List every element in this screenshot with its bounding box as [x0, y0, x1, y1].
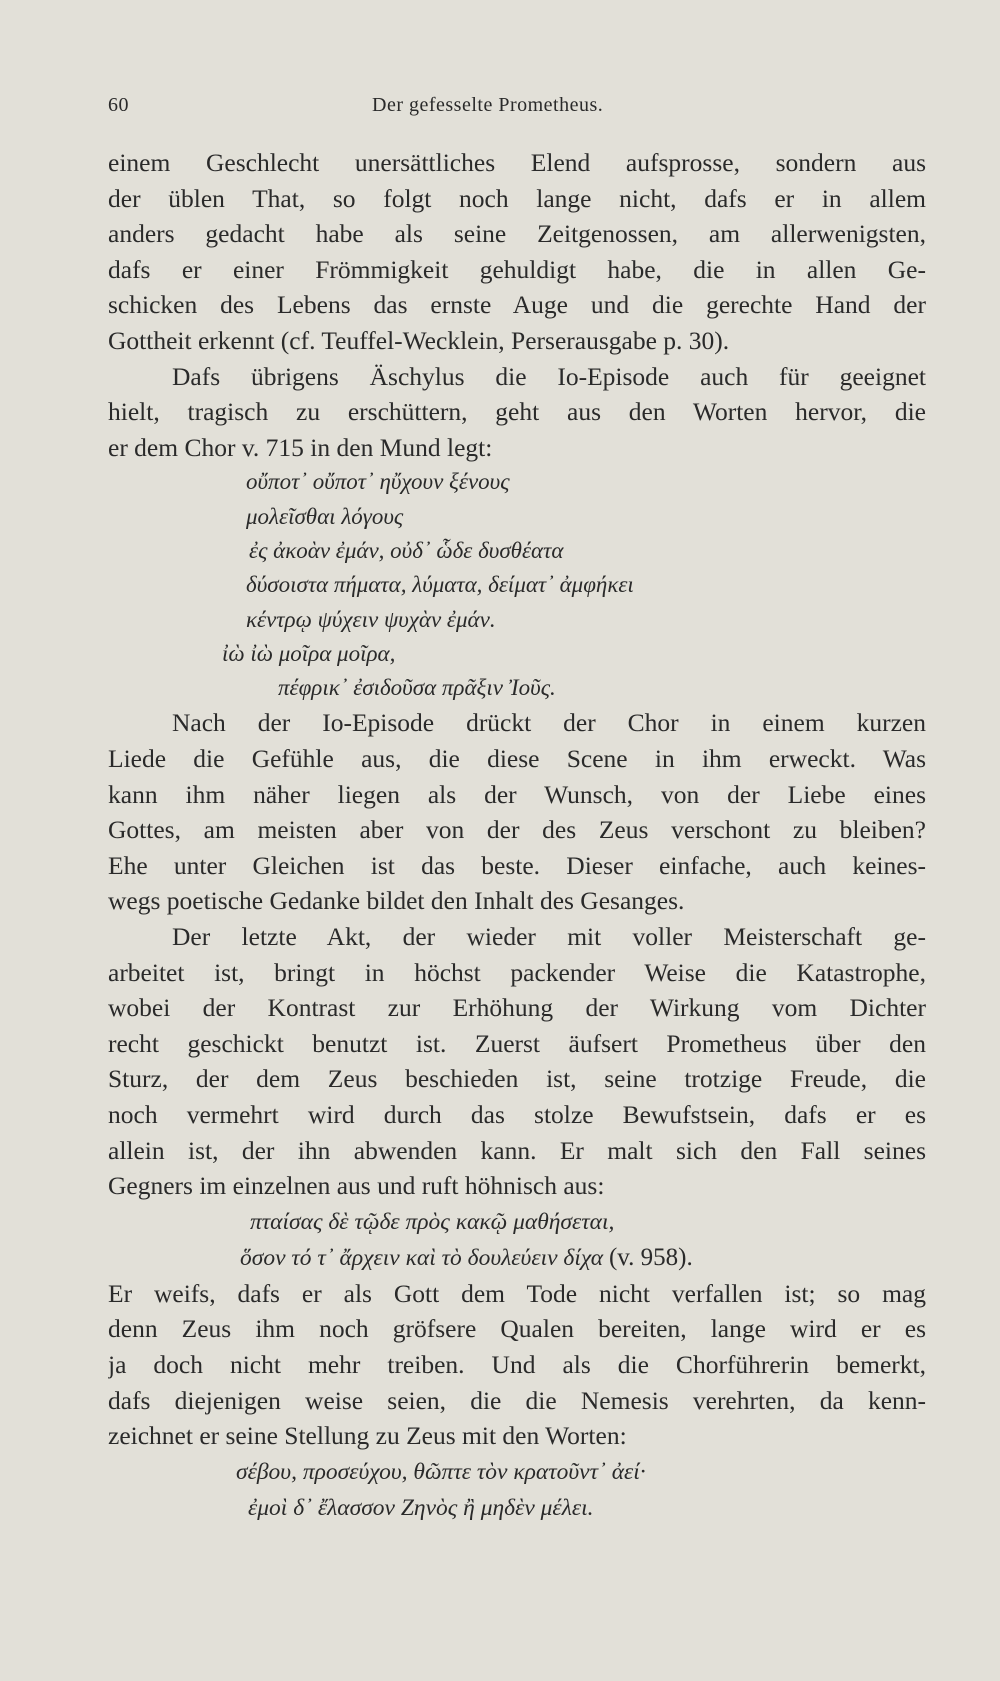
text-line: wegs poetische Gedanke bildet den Inhalt des Gesanges.: [108, 886, 685, 916]
text-line: noch vermehrt wird durch das stolze Bewufstsein, dafs er es: [108, 1099, 926, 1129]
greek-quotation-1: [108, 465, 926, 705]
greek-quotation-2: [108, 1204, 926, 1276]
page-header: [108, 94, 928, 124]
text-line: Der letzte Akt, der wieder mit voller Meisterschaft ge-: [172, 921, 926, 951]
page-number: 60: [108, 94, 129, 116]
text-line: denn Zeus ihm noch gröfsere Qualen bereiten, lange wird er es: [108, 1314, 926, 1344]
text-line: wobei der Kontrast zur Erhöhung der Wirkung vom Dichter: [108, 993, 926, 1023]
text-line: anders gedacht habe als seine Zeitgenossen, am allerwenigsten,: [108, 219, 926, 249]
text-line: Nach der Io-Episode drückt der Chor in einem kurzen: [172, 708, 926, 738]
text-line: Sturz, der dem Zeus beschieden ist, seine trotzige Freude, die: [108, 1064, 926, 1094]
text-line: Er weifs, dafs er als Gott dem Tode nicht verfallen ist; so mag: [108, 1278, 926, 1308]
greek-verse-line: ἐς ἀκοὰν ἐμάν, οὐδ᾽ ὧδε δυσθέατα: [249, 537, 564, 563]
greek-verse-line: [108, 1240, 926, 1276]
text-line: dafs er einer Frömmigkeit gehuldigt habe, die in allen Ge-: [108, 254, 926, 284]
text-line: Gottes, am meisten aber von der des Zeus verschont zu bleiben?: [108, 815, 926, 845]
text-line: ja doch nicht mehr treiben. Und als die Chorführerin bemerkt,: [108, 1349, 926, 1379]
paragraph-5: [108, 1276, 926, 1454]
greek-verse-line: ἰὼ ἰὼ μοῖρα μοῖρα,: [222, 640, 396, 666]
greek-verse-line: ἐμοὶ δ᾽ ἔλασσον Ζηνὸς ἢ μηδὲν μέλει.: [248, 1494, 594, 1521]
greek-verse-line: κέντρῳ ψύχειν ψυχὰν ἐμάν.: [246, 606, 496, 632]
paragraph-1: [108, 145, 926, 359]
text-line: der üblen That, so folgt noch lange nicht, dafs er in allem: [108, 183, 926, 213]
greek-verse-text: ὅσον τό τ᾽ ἄρχειν καὶ τὸ δουλεύειν δίχα: [240, 1244, 604, 1271]
verse-reference: (v. 958).: [608, 1243, 693, 1271]
greek-verse-line: πταίσας δὲ τῷδε πρὸς κακῷ μαθήσεται,: [250, 1208, 615, 1235]
text-line: Gottheit erkennt (cf. Teuffel-Wecklein, Perserausgabe p. 30).: [108, 325, 730, 355]
greek-verse-line: οὔποτ᾽ οὔποτ᾽ ηὔχουν ξένους: [246, 469, 510, 495]
paragraph-2: [108, 359, 926, 466]
greek-quotation-3: [108, 1454, 926, 1526]
text-line: allein ist, der ihn abwenden kann. Er malt sich den Fall seines: [108, 1135, 926, 1165]
greek-verse-line: σέβου, προσεύχου, θῶπτε τὸν κρατοῦντ᾽ ἀεί·: [236, 1458, 646, 1485]
greek-verse-line: δύσοιστα πήματα, λύματα, δείματ᾽ ἀμφήκει: [246, 572, 634, 598]
text-line: Ehe unter Gleichen ist das beste. Dieser einfache, auch keines-: [108, 850, 926, 880]
text-line: hielt, tragisch zu erschüttern, geht aus den Worten hervor, die: [108, 397, 926, 427]
paragraph-3: [108, 705, 926, 919]
text-line: zeichnet er seine Stellung zu Zeus mit den Worten:: [108, 1421, 627, 1451]
text-line: einem Geschlecht unersättliches Elend aufsprosse, sondern aus: [108, 148, 926, 177]
greek-verse-line: πέφρικ᾽ ἐσιδοῦσα πρᾶξιν Ἰοῦς.: [278, 675, 556, 701]
text-line: er dem Chor v. 715 in den Mund legt:: [108, 432, 493, 462]
running-head: Der gefesselte Prometheus.: [372, 94, 604, 116]
text-line: arbeitet ist, bringt in höchst packender Weise die Katastrophe,: [108, 957, 926, 987]
body-text: [108, 145, 926, 1526]
text-line: dafs diejenigen weise seien, die die Nemesis verehrten, da kenn-: [108, 1385, 926, 1415]
text-line: kann ihm näher liegen als der Wunsch, von der Liebe eines: [108, 779, 926, 809]
paragraph-4: [108, 919, 926, 1204]
text-line: Gegners im einzelnen aus und ruft höhnisch aus:: [108, 1171, 605, 1201]
text-line: Liede die Gefühle aus, die diese Scene in ihm erweckt. Was: [108, 744, 926, 774]
text-line: Dafs übrigens Äschylus die Io-Episode auch für geeignet: [172, 361, 926, 391]
greek-verse-line: μολεῖσθαι λόγους: [246, 503, 404, 529]
text-line: recht geschickt benutzt ist. Zuerst äufsert Prometheus über den: [108, 1028, 926, 1058]
text-line: schicken des Lebens das ernste Auge und die gerechte Hand der: [108, 290, 926, 320]
